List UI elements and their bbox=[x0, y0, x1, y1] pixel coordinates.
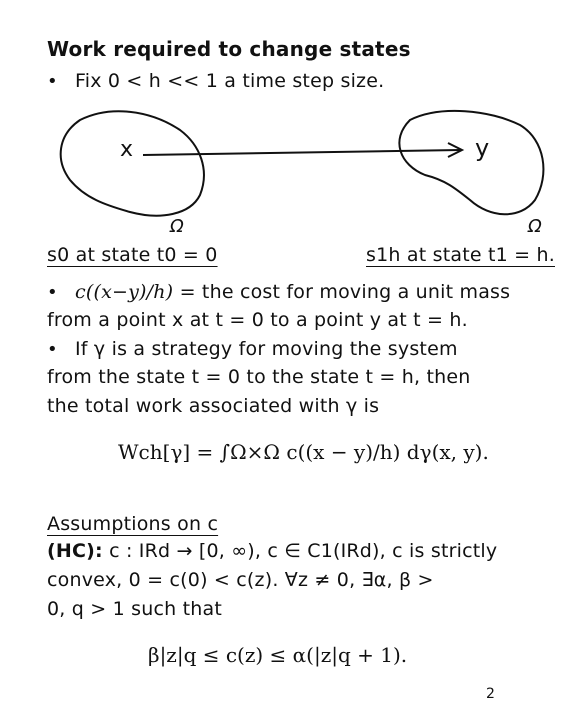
page-number: 2 bbox=[486, 686, 495, 702]
point-y-label: y bbox=[475, 134, 490, 162]
hc-line-1 bbox=[47, 540, 497, 562]
bullet-icon: • bbox=[47, 339, 58, 360]
work-equation: Wch[γ] = ∫Ω×Ω c((x − y)/h) dγ(x, y). bbox=[118, 440, 489, 464]
state-left-caption: s0 at state t0 = 0 bbox=[47, 244, 218, 266]
hc-text-1: c : IRd → [0, ∞), c ∈ C1(IRd), c is strictly bbox=[109, 540, 498, 562]
bullet-icon: • bbox=[47, 282, 58, 303]
strategy-line-2: from the state t = 0 to the state t = h, then bbox=[47, 366, 471, 388]
state-right-caption: s1h at state t1 = h. bbox=[366, 244, 555, 266]
fix-step-line bbox=[47, 70, 384, 92]
omega-right-label: Ω bbox=[528, 216, 542, 237]
right-domain-blob bbox=[399, 111, 543, 214]
strategy-line-3: the total work associated with γ is bbox=[47, 395, 380, 417]
left-domain-blob bbox=[61, 111, 204, 215]
point-x-label: x bbox=[120, 137, 134, 162]
bullet-icon: • bbox=[47, 71, 58, 92]
bound-equation: β|z|q ≤ c(z) ≤ α(|z|q + 1). bbox=[148, 643, 408, 667]
slide-title: Work required to change states bbox=[47, 37, 411, 61]
hc-line-2: convex, 0 = c(0) < c(z). ∀z ≠ 0, ∃α, β > bbox=[47, 569, 434, 591]
strategy-line-1 bbox=[47, 338, 458, 360]
hc-label: (HC): bbox=[47, 540, 103, 562]
hc-line-3: 0, q > 1 such that bbox=[47, 598, 223, 620]
cost-function: c((x−y)/h) bbox=[75, 281, 174, 303]
transport-arrow bbox=[143, 150, 460, 155]
cost-description: = the cost for moving a unit mass bbox=[179, 281, 511, 303]
transport-diagram bbox=[50, 100, 560, 240]
assumptions-heading: Assumptions on c bbox=[47, 513, 219, 535]
cost-line-2: from a point x at t = 0 to a point y at t = h. bbox=[47, 309, 468, 331]
omega-left-label: Ω bbox=[170, 216, 184, 237]
strategy-text-1: If γ is a strategy for moving the system bbox=[75, 338, 458, 360]
cost-line-1 bbox=[47, 281, 510, 303]
fix-step-text: Fix 0 < h << 1 a time step size. bbox=[75, 70, 385, 92]
